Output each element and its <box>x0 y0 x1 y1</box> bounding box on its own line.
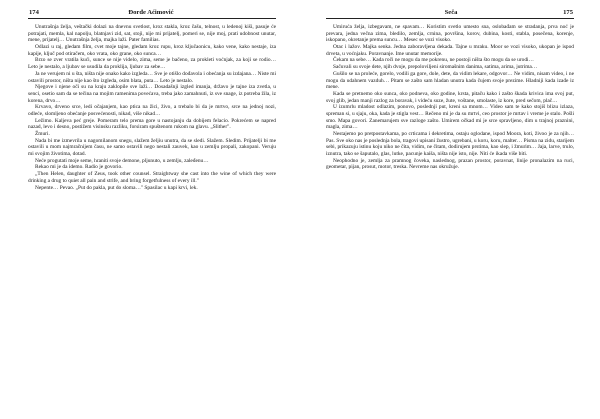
paragraph: U izumrlu mladost odlazim, ponovo, poslednji put, kreni sa mnom… Video sam te kako stojiš blizu izlaza, spreman si, u sjaju, oka, kada je stigla vest… Rečeno mi je da su mrtvi, ceo prostor je mrtav i vreme je stalo. Pošli smo. Mapa govori. Zanemarujem sve razloge zašto. Umirem očkad mi je srce spravljeno, dim u trajnoj praznini, magla, zima… <box>326 104 574 131</box>
left-running-head: Đorđe Aćimović <box>128 9 174 16</box>
paragraph: Neophodno je, zemlja za pramnog čoveka, naslednog, prazan prostor, poravnat, linije pronalazim na ruci, geometar, pijan, prosut, motor, treska. Nevreme nas okružuje. <box>326 157 574 171</box>
paragraph: Brzo se zver vratila kući, sunce se nije videlo, zima, seme je bačeno, za prokleti voćnjak, za koji se rodio… Leto je nestalo, a ljubav se usudila da proklija, ljubav za sebe… <box>28 57 276 71</box>
right-page-header <box>326 9 574 19</box>
paragraph: Nada bi me izmevrila u nagomilanom snegu, slažem željiu unutra, da se sledi. Slažem. Sledim. Prijatelji bi me ostavili u mom najmračnijem času, ne samo ostavili nego nestali zauvek, kao u zemlju propali, zakopani. Veruju mi svojim životima, dotad. <box>28 137 276 158</box>
right-page-body <box>326 24 574 171</box>
paragraph: Njegove i njene oči su na kraju zaklopile sve laži… Dosadašnji izgled imanja, državo je tajne iza zvetla, u senci, osetio sam da se tečina na mojim ramenima povećava, treba jako zamahnuti, iz sve snage, iz potreba žila, iz korena, drvo… <box>28 84 276 104</box>
left-page-body <box>28 24 276 191</box>
paragraph: Krvavo, drveno srce, ledi očajanjem, kao ptica na žici, živo, a trebalo bi da je mrtvo, srce na jednoj nozi, odleće, slomljeno obećanje posvećenosti, nikad, više nikad… <box>28 104 276 117</box>
paragraph: Ležimo. Kaljeva peć greje. Pomeram telo prema gore u nastojanju da dobijem felacio. Pokrećem se napred nazad, levo i desno, postižem visinsku razliku, forsiram spuštenom rukom na glavu. „Slither". <box>28 117 276 131</box>
paragraph: Čekam na sebe… Kada roči ne mogu da me pokrenu, ne postoji ništa što mogu da se urodi… <box>333 57 534 64</box>
paragraph: Kada se pretnemo oko sunca, oko podneva, oko godine, krsta, pitaču kako i zašto škada krivica ima svoj put, svoj glib, jedan manji razlog za boravak, i videću suze, žute, voštane, smolaste, iz kore, pred sečom, plač… <box>326 90 574 104</box>
paragraph: Sačuvali su svoje dete, njih dvoje, prepoloviljeni siromašnim danima, satima, arima, jutrima… <box>333 64 538 71</box>
paragraph: Žmuri. <box>35 131 50 137</box>
paragraph: Gušilo se na proleće, gorelo, vodili ga gore, dole, dete, da vidim lekare, odgovor… Ne vidim, nisam video, i ne mogu da udahnem vazduh… Pitam se zašto sam hladan unutra kada čujem svoje prezime. Hladniji kada izađe iz mene. <box>326 70 574 91</box>
paragraph: Otac i lažov. Majka senka. Jedna zaboravljena dekada. Tajne u mraku. Moor se vozi visoko, ukopan je ispod drveta, u voćnjaku. Poravnanje. Ime unutar memorije. <box>326 44 574 57</box>
paragraph: Odlazi u raj, gledam film, cvet moje tajne, gledam kroz rupu, kroz ključaonicu, kako vene, kako nestaje, iza kapije, ključ pod otiračem, oko vrata, oko grane, oko sunca… <box>28 44 276 57</box>
right-page-number: 175 <box>563 9 573 16</box>
paragraph: Ja ne verujem ni u šta, ništa nije onako kako izgleda… Sve je otišlo dođavola i obećanja su izdajana… Niste mi ostavili prostor, ništa nije kao što izgleda, osim blata, puta… Leto je nestalo. <box>28 70 276 84</box>
paragraph: Umiruća želja, izbegavam, ne spavam… Koristim svetlo umesto sna, oslobađam se stradanja, prva noć je prevara, jedna večna zima, bledilo, zemlja, crnina, površina, korov, dubina, kosti, stabla, posečena, korenje, iskopano, okretanje prema suncu… Mesec se vozi visoko. <box>326 24 574 44</box>
left-page-number: 174 <box>29 9 39 16</box>
right-page <box>326 9 574 414</box>
paragraph: Neće progutati moje seme, hraniti svoje demone, pljunuto, u zemlju, zaleđenu… <box>35 157 209 164</box>
paragraph: Nepente… Pevao. „Put do pakla, put do sloma…" Spasilac u kapi krvi, lek. <box>35 184 198 191</box>
left-page <box>28 9 276 414</box>
right-running-head: Seča <box>444 9 458 16</box>
paragraph: Rekao mi je da idemo. Radio je govorio. <box>35 164 123 171</box>
paragraph: Nestajemo po pretpostavkama, po crticama i dekretima, ostaju oglodane, ispod Moora, koti, živoo je za njih… Pas. Sve oko nas je poslednja bola, tragovi upisani žustro, ugrebani, u koru, koru, malter… Pisma na zidu, starijem sebi, prikazuju istinu koju niko ne čita, vidim, ne čitam, dodirujem prstima, kao slep, i žmurim… Jaja, larve, trulo, iznutra, tako se šaputalo, glas, lutke, pacunje kaiša, ništa nije isto, nije. Niti će ikada više biti. <box>326 131 574 158</box>
quote-paragraph: „Then Helen, daughter of Zeus, took other counsel. Straightway she cast into the wine of which they were drinking a drug to quiet all pain and strife, and bring forgetfulness of every ill." <box>28 171 276 184</box>
paragraph: Unutrašnja želja, veštački dolazi na dnevnu svetlost, kroz stakla, kroz čašu, telnost, u ledenoj kiši, pasuje će potrajati, memla, kal napolju, blatnjavi zid, sat, stoji, nije mi prijatelj, pomeri se, nije moj, prati udobnost unutar, mene, prijatelj… Unutrašnja želja, majka laži. Pater familias. <box>28 24 276 44</box>
left-page-header <box>28 9 276 19</box>
